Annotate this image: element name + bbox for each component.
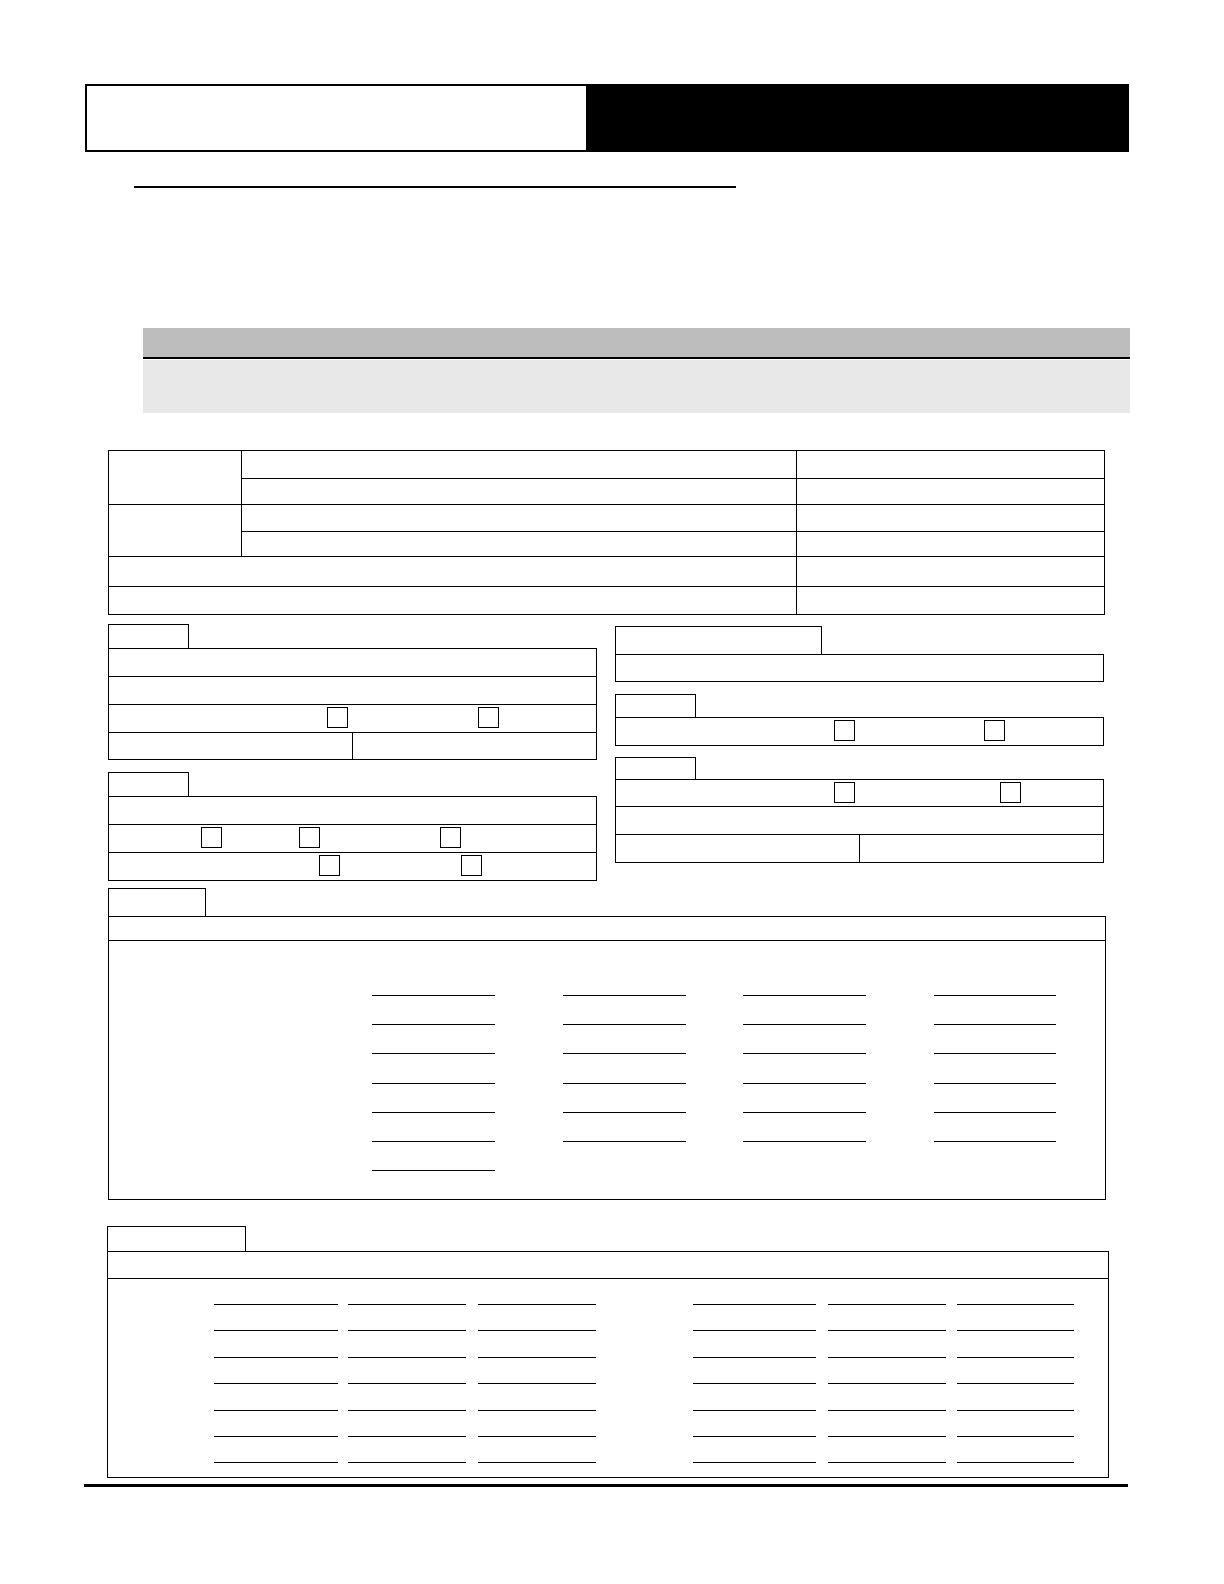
blank-line[interactable] [348, 1383, 466, 1384]
blank-line[interactable] [214, 1410, 338, 1411]
blank-line[interactable] [214, 1330, 338, 1331]
blank-line[interactable] [828, 1436, 946, 1437]
blank-line[interactable] [563, 1024, 686, 1025]
blank-line[interactable] [693, 1436, 816, 1437]
info-field[interactable] [242, 505, 795, 530]
left1-row-1[interactable] [108, 648, 597, 677]
blank-line[interactable] [372, 1024, 495, 1025]
info-field[interactable] [109, 587, 795, 614]
blank-line[interactable] [828, 1357, 946, 1358]
blank-line[interactable] [478, 1436, 596, 1437]
right3-field-a[interactable] [616, 835, 858, 862]
blank-line[interactable] [372, 1053, 495, 1054]
blank-line[interactable] [214, 1436, 338, 1437]
blank-line[interactable] [828, 1383, 946, 1384]
blank-line[interactable] [348, 1330, 466, 1331]
left1-field-b[interactable] [353, 733, 596, 759]
header-left-box [85, 84, 588, 152]
info-field[interactable] [797, 557, 1104, 585]
info-field[interactable] [797, 479, 1104, 503]
grid1-header-row [108, 916, 1106, 941]
blank-line[interactable] [563, 1083, 686, 1084]
left1-row-3 [108, 704, 597, 733]
info-field[interactable] [797, 532, 1104, 555]
left2-checkbox-4[interactable] [319, 855, 340, 876]
blank-line[interactable] [828, 1304, 946, 1305]
right1-row-1[interactable] [615, 654, 1104, 682]
blank-line[interactable] [478, 1357, 596, 1358]
blank-line[interactable] [372, 1141, 495, 1142]
blank-line[interactable] [348, 1436, 466, 1437]
info-field[interactable] [797, 451, 1104, 477]
blank-line[interactable] [372, 1083, 495, 1084]
right2-row-1 [615, 717, 1104, 746]
blank-line[interactable] [693, 1462, 816, 1463]
left1-checkbox-2[interactable] [478, 707, 499, 728]
right2-checkbox-1[interactable] [834, 720, 855, 741]
left2-checkbox-3[interactable] [440, 827, 461, 848]
blank-line[interactable] [934, 1083, 1056, 1084]
left1-checkbox-1[interactable] [327, 707, 348, 728]
blank-line[interactable] [957, 1357, 1074, 1358]
left2-checkbox-2[interactable] [299, 827, 320, 848]
info-field[interactable] [242, 479, 795, 503]
blank-line[interactable] [214, 1462, 338, 1463]
section-tab-grid-2 [107, 1226, 246, 1252]
right3-row-2[interactable] [615, 806, 1104, 835]
blank-line[interactable] [934, 1024, 1056, 1025]
info-field[interactable] [797, 505, 1104, 530]
blank-line[interactable] [478, 1462, 596, 1463]
blank-line[interactable] [743, 1083, 866, 1084]
left2-row-1[interactable] [108, 796, 597, 825]
section-tab-left-1 [108, 624, 189, 649]
blank-line[interactable] [563, 1141, 686, 1142]
blank-line[interactable] [828, 1462, 946, 1463]
left2-row-3 [108, 852, 597, 881]
grid2-header-row [107, 1251, 1109, 1279]
blank-line[interactable] [348, 1410, 466, 1411]
banner-body [143, 360, 1130, 413]
blank-line[interactable] [743, 1141, 866, 1142]
blank-line[interactable] [478, 1330, 596, 1331]
right3-row-1 [615, 779, 1104, 807]
section-tab-grid-1 [108, 888, 206, 917]
blank-line[interactable] [693, 1383, 816, 1384]
section-tab-left-2 [108, 772, 189, 797]
blank-line[interactable] [828, 1410, 946, 1411]
blank-line[interactable] [563, 1053, 686, 1054]
blank-line[interactable] [743, 1112, 866, 1113]
grid2-body [107, 1278, 1109, 1478]
blank-line[interactable] [348, 1462, 466, 1463]
section-tab-right-2 [615, 694, 696, 718]
blank-line[interactable] [934, 1112, 1056, 1113]
blank-line[interactable] [372, 995, 495, 996]
blank-line[interactable] [214, 1383, 338, 1384]
blank-line[interactable] [957, 1462, 1074, 1463]
info-field[interactable] [242, 451, 795, 477]
right3-checkbox-2[interactable] [1000, 782, 1021, 803]
left2-checkbox-1[interactable] [201, 827, 222, 848]
section-tab-right-1 [615, 626, 822, 655]
header-right-black-box [587, 84, 1129, 152]
blank-line[interactable] [214, 1357, 338, 1358]
banner-heading-bar [143, 328, 1130, 359]
left2-row-2 [108, 824, 597, 853]
title-underline [134, 186, 736, 188]
blank-line[interactable] [743, 1053, 866, 1054]
right2-checkbox-2[interactable] [984, 720, 1005, 741]
grid1-body [108, 940, 1106, 1200]
blank-line[interactable] [957, 1304, 1074, 1305]
blank-line[interactable] [743, 1024, 866, 1025]
blank-line[interactable] [957, 1383, 1074, 1384]
blank-line[interactable] [693, 1304, 816, 1305]
blank-line[interactable] [214, 1304, 338, 1305]
blank-line[interactable] [743, 995, 866, 996]
section-tab-right-3 [615, 757, 696, 780]
blank-line[interactable] [828, 1330, 946, 1331]
blank-line[interactable] [478, 1410, 596, 1411]
footer-rule [84, 1484, 1128, 1487]
blank-line[interactable] [372, 1170, 495, 1171]
blank-line[interactable] [693, 1357, 816, 1358]
blank-line[interactable] [478, 1304, 596, 1305]
right3-checkbox-1[interactable] [834, 782, 855, 803]
left1-row-2[interactable] [108, 676, 597, 705]
info-field[interactable] [242, 532, 795, 555]
blank-line[interactable] [934, 1053, 1056, 1054]
left1-field-a[interactable] [109, 733, 351, 759]
blank-line[interactable] [934, 995, 1056, 996]
blank-line[interactable] [693, 1410, 816, 1411]
blank-line[interactable] [348, 1304, 466, 1305]
blank-line[interactable] [563, 1112, 686, 1113]
right3-field-b[interactable] [860, 835, 1103, 862]
blank-line[interactable] [957, 1436, 1074, 1437]
blank-line[interactable] [348, 1357, 466, 1358]
info-field[interactable] [109, 557, 795, 585]
blank-line[interactable] [693, 1330, 816, 1331]
blank-line[interactable] [957, 1410, 1074, 1411]
blank-line[interactable] [478, 1383, 596, 1384]
blank-line[interactable] [934, 1141, 1056, 1142]
blank-line[interactable] [372, 1112, 495, 1113]
info-field[interactable] [797, 587, 1104, 614]
blank-line[interactable] [563, 995, 686, 996]
left2-checkbox-5[interactable] [461, 855, 482, 876]
blank-line[interactable] [957, 1330, 1074, 1331]
